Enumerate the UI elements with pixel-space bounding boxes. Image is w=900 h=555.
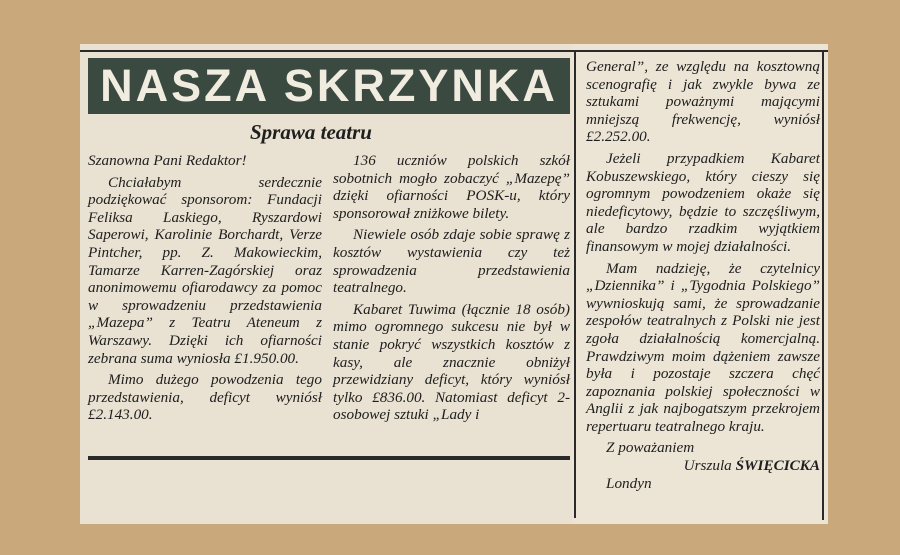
city: Londyn	[606, 474, 652, 492]
paragraph: Mam nadzieję, że czytelnicy „Dziennika” i „Tygodnia Polskiego” wywnioskują sami, że sprowadzanie zespołów teatralnych z Polski nie jest zgoła działalnością komercjalną. Prawdziwym moim dążeniem zawsze była i pozostaje szczera chęć zapoznania polskiej społeczności w Anglii z jak najbogatszym przekrojem repertuaru teatralnego kraju.	[586, 259, 820, 435]
paragraph: Jeżeli przypadkiem Kabaret Kobuszewskiego, który cieszy się ogromnym powodzeniem okaże się niedeficytowy, będzie to szczęśliwym, ale bardzo rzadkim wyjątkiem finansowym w mojej działalności.	[586, 149, 820, 255]
article-headline: Sprawa teatru	[250, 120, 372, 144]
paragraph: Kabaret Tuwima (łącznie 18 osób) mimo ogromnego sukcesu nie był w stanie pokryć wszystkich kosztów z kasy, ale znacznie obniżył przewidziany deficyt, który wyniósł tylko £836.00. Natomiast deficyt 2-osobowej sztuki „Lady i	[333, 300, 570, 424]
paragraph: General”, ze względu na kosztowną scenografię i jak zwykle bywa ze sztukami poważnymi mającymi mniejszą frekwencję, wyniósł £2.252.00.	[586, 58, 820, 146]
text-column-3	[586, 58, 820, 492]
signature-last-name: ŚWIĘCICKA	[735, 457, 820, 475]
signature-first-name: Urszula	[683, 457, 732, 475]
salutation: Szanowna Pani Redaktor!	[88, 152, 247, 169]
closing: Z poważaniem	[606, 439, 695, 457]
top-rule	[80, 50, 828, 52]
right-rule	[822, 50, 824, 520]
text-column-1	[88, 152, 322, 428]
column-divider	[574, 52, 576, 518]
paragraph: 136 uczniów polskich szkół sobotnich mogło zobaczyć „Mazepę” dzięki ofiarności POSK-u, który sponsorował zniżkowe bilety.	[333, 152, 570, 222]
paragraph: Mimo dużego powodzenia tego przedstawienia, deficyt wyniósł £2.143.00.	[88, 371, 322, 424]
paragraph: Niewiele osób zdaje sobie sprawę z kosztów wystawienia czy też sprowadzenia przedstawienia teatralnego.	[333, 226, 570, 297]
text-column-2	[333, 152, 570, 428]
paragraph: Chciałabym serdecznie podziękować sponsorom: Fundacji Feliksa Laskiego, Ryszardowi Saperowi, Karolinie Borchardt, Verze Pintcher, pp. Z. Makowieckim, Tamarze Karren-Zagórskiej oraz anonimowemu ofiarodawcy za pomoc w sprowadzeniu przedstawienia „Mazepa” z Teatru Ateneum z Warszawy. Dzięki ich ofiarności zebrana suma wyniosła £1.950.00.	[88, 173, 322, 367]
section-masthead: NASZA SKRZYNKA	[88, 58, 570, 114]
signature	[586, 457, 820, 475]
bottom-rule	[88, 456, 570, 460]
